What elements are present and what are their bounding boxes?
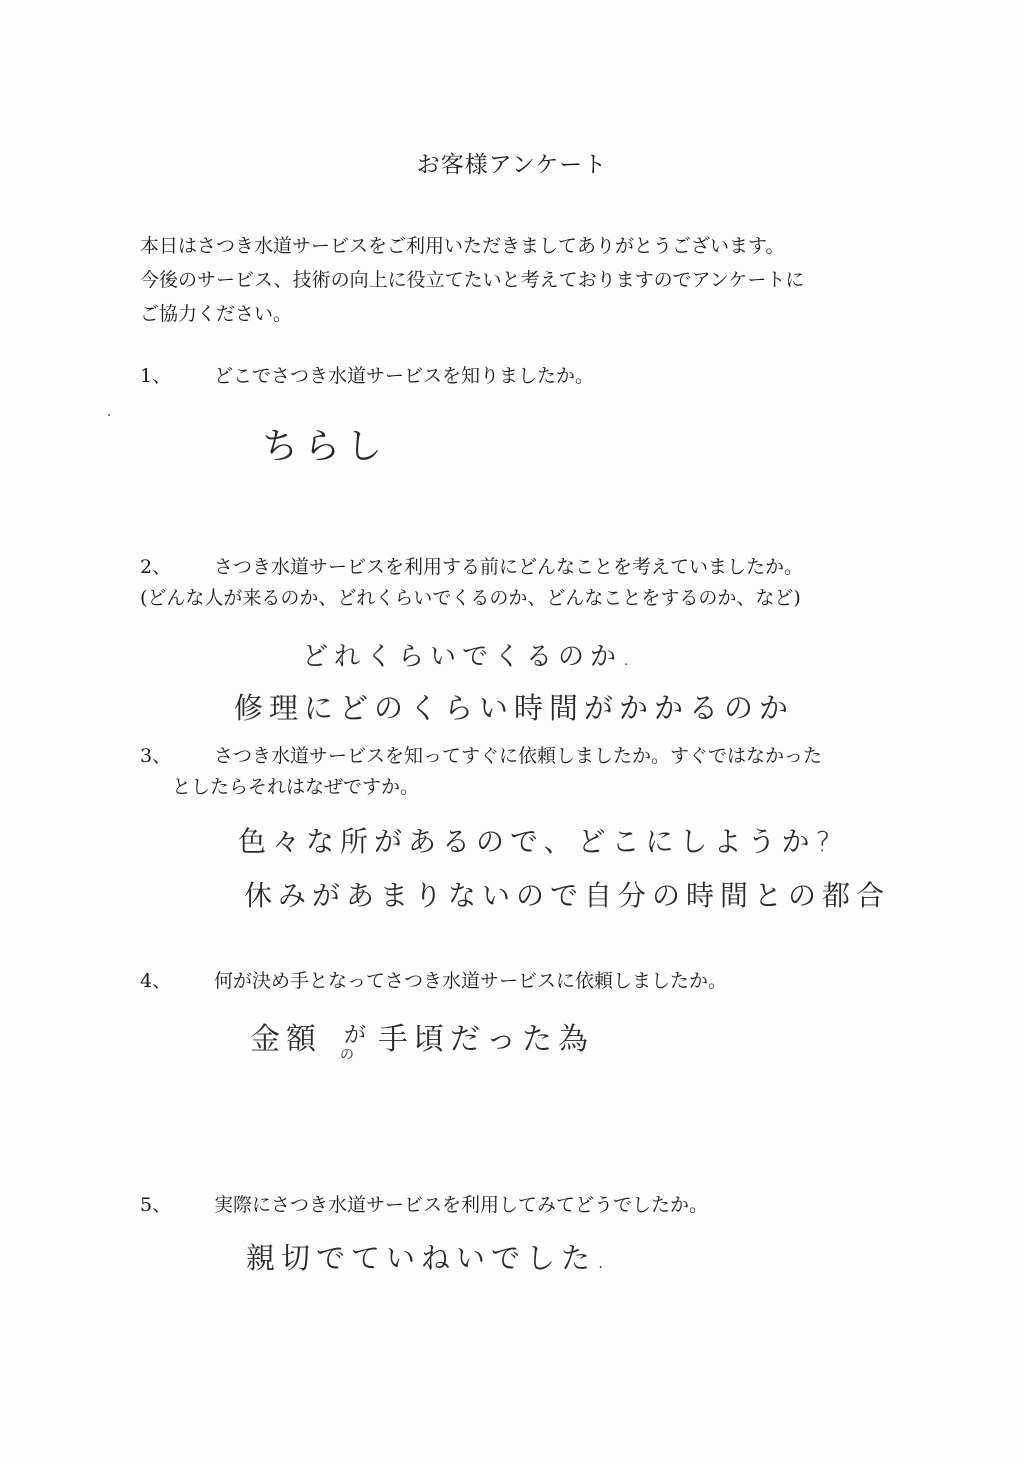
answer-4-part-1: 金額: [250, 1022, 322, 1057]
question-number: 4、: [140, 970, 172, 992]
question-text: どこでさつき水道サービスを知りましたか。: [214, 365, 595, 387]
question-3-subtext: としたらそれはなぜですか。: [172, 776, 420, 798]
intro-line: ご協力ください。: [140, 303, 293, 325]
question-number: 2、: [140, 556, 172, 578]
question-text: さつき水道サービスを知ってすぐに依頼しましたか。すぐではなかった: [214, 745, 823, 767]
answer-2-line-2: 修理にどのくらい時間がかかるのか: [234, 691, 795, 725]
question-number: 3、: [140, 745, 172, 767]
answer-4-part-3: 手頃だった為: [378, 1022, 594, 1057]
answer-5: 親切でていねいでした.: [246, 1241, 612, 1275]
intro-line: 本日はさつき水道サービスをご利用いただきましてありがとうございます。: [140, 235, 785, 257]
intro-line: 今後のサービス、技術の向上に役立てたいと考えておりますのでアンケートに: [140, 269, 805, 291]
question-text: 実際にさつき水道サービスを利用してみてどうでしたか。: [214, 1194, 709, 1216]
answer-1: ちらし: [262, 426, 389, 467]
question-number: 1、: [140, 365, 172, 387]
answer-3-line-2: 休みがあまりないので自分の時間との都合: [244, 879, 891, 912]
question-text: 何が決め手となってさつき水道サービスに依頼しましたか。: [214, 970, 728, 992]
question-text: さつき水道サービスを利用する前にどんなことを考えていましたか。: [214, 556, 804, 578]
answer-3-line-1: 色々な所があるので、どこにしようか?: [238, 825, 837, 858]
answer-2-line-1: どれくらいでくるのか.: [302, 642, 637, 672]
question-number: 5、: [140, 1194, 172, 1216]
answer-4-annotation: の: [340, 1047, 354, 1063]
scan-speck: [108, 414, 110, 416]
answer-4-part-2: が: [344, 1023, 373, 1048]
question-2-subtext: (どんな人が来るのか、どれくらいでくるのか、どんなことをするのか、など): [140, 587, 801, 609]
page-title: お客様アンケート: [416, 152, 608, 178]
intro-text: [140, 229, 920, 331]
